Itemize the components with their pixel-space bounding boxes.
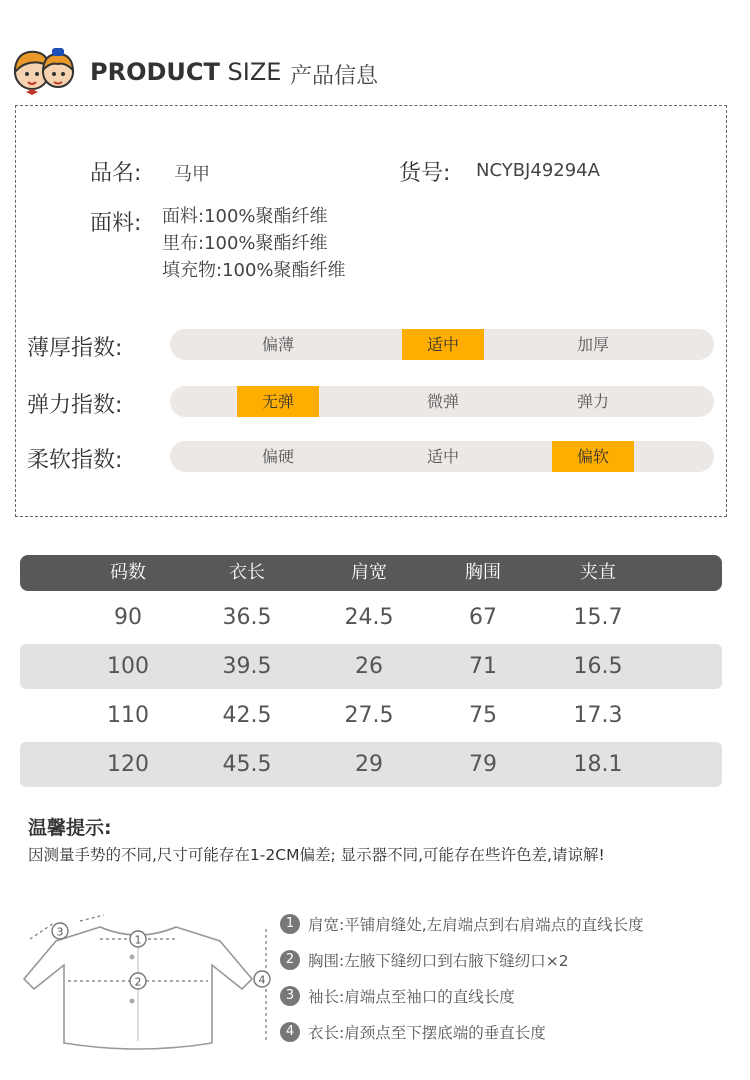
table-cell: 110: [107, 703, 149, 728]
name-label: 品名:: [90, 161, 142, 186]
table-cell: 27.5: [344, 703, 394, 728]
table-cell: 18.1: [573, 752, 623, 777]
legend-number: 1: [280, 914, 300, 934]
table-cell: 45.5: [222, 752, 272, 777]
fabric-label: 面料:: [90, 211, 142, 236]
softness-index: [27, 441, 717, 475]
table-cell: 120: [107, 752, 149, 777]
legend-item: [280, 1018, 740, 1054]
table-cell: 100: [107, 654, 149, 679]
marker-number: 4: [258, 973, 266, 987]
table-cell: 75: [469, 703, 497, 728]
index-option: 适中: [426, 447, 459, 466]
table-cell: 79: [469, 752, 497, 777]
section-header: [10, 42, 740, 102]
legend-number: 3: [280, 986, 300, 1006]
table-cell: 29: [355, 752, 383, 777]
name-value: 马甲: [174, 164, 210, 185]
table-row: [20, 644, 722, 689]
legend-text: 胸围:左腋下缝纫口到右腋下缝纫口×2: [308, 952, 569, 970]
legend-number: 2: [280, 950, 300, 970]
index-scale: [170, 329, 714, 360]
tips-title: 温馨提示:: [28, 817, 112, 839]
index-option: 适中: [402, 329, 484, 360]
table-cell: 16.5: [573, 654, 623, 679]
marker-chest: [130, 973, 146, 989]
legend-item: [280, 910, 740, 946]
elasticity-index: [27, 386, 717, 420]
legend-item: [280, 982, 740, 1018]
sku-label: 货号:: [399, 161, 451, 186]
measurement-legend: [280, 910, 740, 1054]
fabric-list: [162, 203, 346, 284]
title-light: SIZE: [219, 58, 282, 86]
marker-number: 1: [134, 933, 142, 947]
index-option: 偏硬: [261, 447, 294, 466]
legend-text: 袖长:肩端点至袖口的直线长度: [308, 988, 515, 1006]
page-title: [90, 58, 281, 86]
table-cell: 67: [469, 605, 497, 630]
table-cell: 26: [355, 654, 383, 679]
table-header: [20, 555, 722, 591]
header-cell: 码数: [110, 562, 146, 583]
header-cell: 夹直: [580, 562, 616, 583]
index-option: 偏软: [552, 441, 634, 472]
sku-value: NCYBJ49294A: [476, 160, 600, 181]
header-cell: 衣长: [229, 562, 265, 583]
fabric-line: 面料:100%聚酯纤维: [162, 206, 328, 227]
page-title-cn: 产品信息: [290, 64, 379, 89]
table-cell: 36.5: [222, 605, 272, 630]
index-label: 薄厚指数:: [27, 336, 123, 361]
fabric-line: 填充物:100%聚酯纤维: [162, 260, 346, 281]
index-label: 弹力指数:: [27, 393, 123, 418]
marker-number: 3: [56, 925, 64, 939]
index-option: 弹力: [576, 392, 609, 411]
legend-number: 4: [280, 1022, 300, 1042]
table-cell: 90: [114, 605, 142, 630]
header-cell: 肩宽: [351, 562, 387, 583]
index-option: 微弹: [426, 392, 459, 411]
tips-body: 因测量手势的不同,尺寸可能存在1-2CM偏差; 显示器不同,可能存在些许色差,请谅解!: [28, 846, 605, 864]
fabric-line: 里布:100%聚酯纤维: [162, 233, 328, 254]
index-option: 偏薄: [261, 335, 294, 354]
legend-item: [280, 946, 740, 982]
table-row: [20, 693, 722, 738]
brand-logo-icon: [10, 42, 80, 98]
index-scale: [170, 441, 714, 472]
table-row: [20, 742, 722, 787]
index-option: 加厚: [576, 335, 609, 354]
table-cell: 24.5: [344, 605, 394, 630]
marker-length: [254, 971, 270, 987]
table-cell: 42.5: [222, 703, 272, 728]
table-cell: 71: [469, 654, 497, 679]
table-cell: 39.5: [222, 654, 272, 679]
marker-shoulder: [130, 931, 146, 947]
legend-text: 肩宽:平铺肩缝处,左肩端点到右肩端点的直线长度: [308, 916, 644, 934]
marker-number: 2: [134, 975, 142, 989]
size-table: [20, 555, 722, 787]
table-cell: 17.3: [573, 703, 623, 728]
index-scale: [170, 386, 714, 417]
index-option: 无弹: [237, 386, 319, 417]
table-cell: 15.7: [573, 605, 623, 630]
header-cell: 胸围: [465, 562, 501, 583]
thickness-index: [27, 329, 717, 363]
marker-sleeve: [52, 923, 68, 939]
title-bold: PRODUCT: [90, 58, 220, 86]
table-row: [20, 595, 722, 640]
garment-diagram-icon: [20, 905, 280, 1055]
legend-text: 衣长:肩颈点至下摆底端的垂直长度: [308, 1024, 546, 1042]
index-label: 柔软指数:: [27, 448, 123, 473]
